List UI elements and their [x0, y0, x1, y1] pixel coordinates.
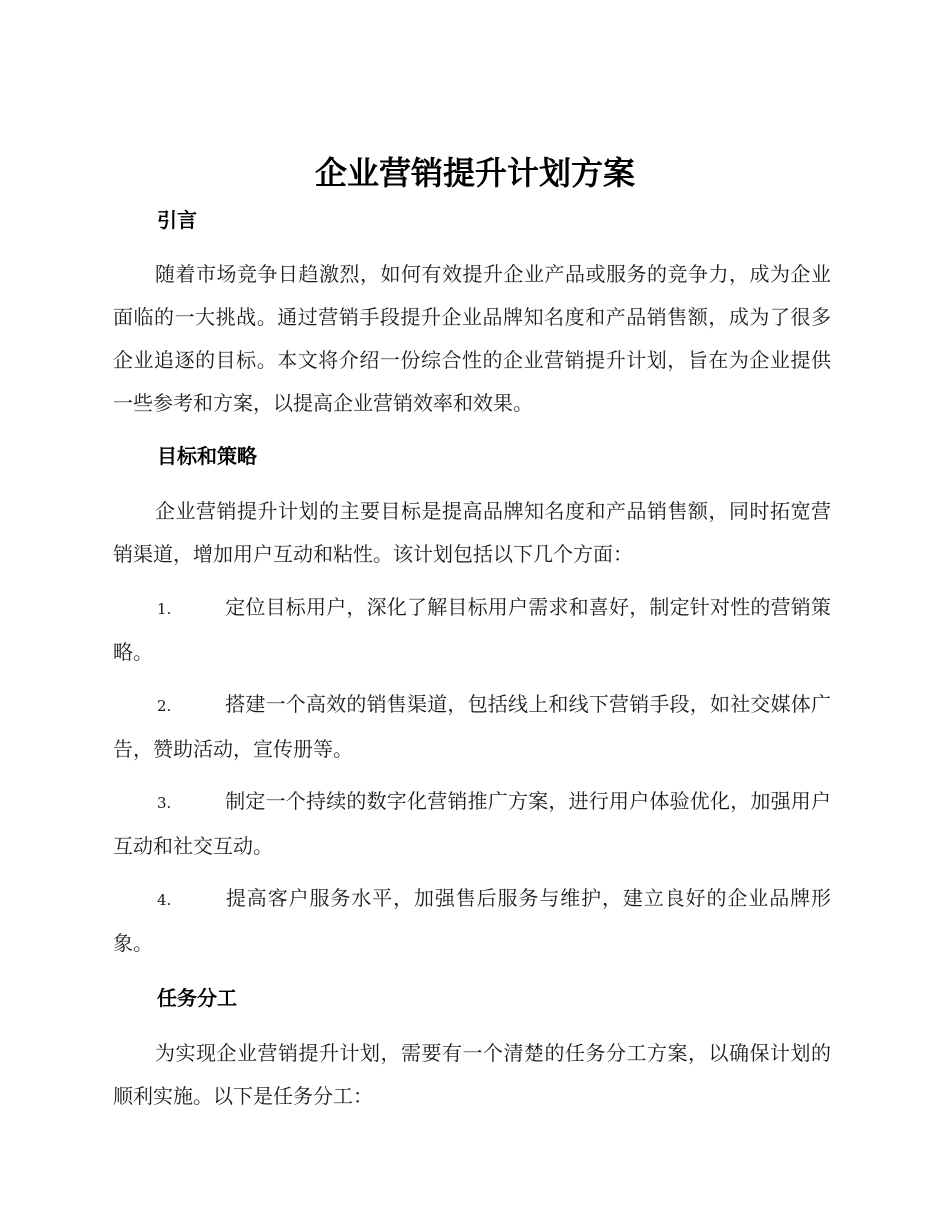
list-number: 1. [157, 600, 172, 618]
list-item [113, 877, 831, 965]
list-number: 3. [157, 794, 172, 812]
goals-paragraph: 企业营销提升计划的主要目标是提高品牌知名度和产品销售额，同时拓宽营销渠道，增加用户互动和粘性。该计划包括以下几个方面： [113, 499, 831, 566]
section-heading-tasks: 任务分工 [157, 986, 237, 1010]
section-heading-goals: 目标和策略 [157, 444, 257, 468]
list-number: 4. [157, 891, 172, 909]
list-item [113, 586, 831, 674]
document-title: 企业营销提升计划方案 [314, 154, 635, 192]
list-item [113, 780, 831, 868]
list-text: 制定一个持续的数字化营销推广方案，进行用户体验优化，加强用户互动和社交互动。 [113, 789, 831, 858]
intro-paragraph: 随着市场竞争日趋激烈，如何有效提升企业产品或服务的竞争力，成为企业面临的一大挑战。通过营销手段提升企业品牌知名度和产品销售额，成为了很多企业追逐的目标。本文将介绍一份综合性的企业营销提升计划，旨在为企业提供一些参考和方案，以提高企业营销效率和效果。 [113, 262, 831, 415]
list-text: 搭建一个高效的销售渠道，包括线上和线下营销手段，如社交媒体广告，赞助活动，宣传册等。 [113, 692, 831, 761]
list-text: 提高客户服务水平，加强售后服务与维护，建立良好的企业品牌形象。 [113, 886, 831, 955]
list-text: 定位目标用户，深化了解目标用户需求和喜好，制定针对性的营销策略。 [113, 595, 831, 664]
section-heading-intro: 引言 [157, 208, 197, 232]
tasks-paragraph: 为实现企业营销提升计划，需要有一个清楚的任务分工方案，以确保计划的顺利实施。以下是任务分工： [113, 1041, 831, 1108]
list-number: 2. [157, 697, 172, 715]
list-item [113, 683, 831, 771]
